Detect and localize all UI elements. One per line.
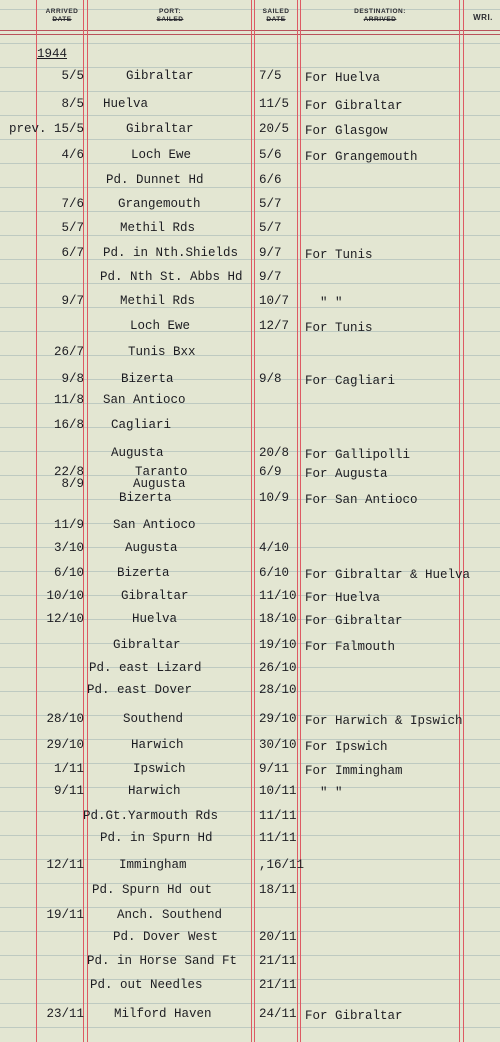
destination: For Harwich & Ipswich	[305, 714, 463, 728]
arrived-date: 22/8	[53, 465, 84, 479]
sailed-date: 18/11	[259, 883, 297, 897]
header-destination	[330, 8, 430, 24]
sailed-date: 28/10	[259, 683, 297, 697]
port-name: Pd. Nth St. Abbs Hd	[100, 270, 243, 284]
port-name: Ipswich	[133, 762, 186, 776]
arrived-date: 9/7	[61, 294, 84, 308]
column-rule	[459, 0, 460, 1042]
destination: For San Antioco	[305, 493, 418, 507]
sailed-date: 5/6	[259, 148, 282, 162]
column-rule	[87, 0, 88, 1042]
header-port-sub: SAILED	[156, 16, 184, 23]
destination: For Gibraltar	[305, 614, 403, 628]
arrived-date: 4/6	[61, 148, 84, 162]
port-name: Gibraltar	[126, 69, 194, 83]
sailed-date: 9/7	[259, 246, 282, 260]
port-name: Gibraltar	[126, 122, 194, 136]
arrived-date: 6/10	[53, 566, 84, 580]
port-name: Pd. in Spurn Hd	[100, 831, 213, 845]
port-name: Pd. Dunnet Hd	[106, 173, 204, 187]
arrived-date: 11/8	[53, 393, 84, 407]
arrived-date: 11/9	[53, 518, 84, 532]
port-name: Milford Haven	[114, 1007, 212, 1021]
port-name: Harwich	[128, 784, 181, 798]
year-label: 1944	[37, 47, 68, 61]
sailed-date: 21/11	[259, 978, 297, 992]
port-name: Anch. Southend	[117, 908, 223, 922]
port-name: Loch Ewe	[131, 148, 192, 162]
header-arrived	[40, 8, 84, 24]
port-name: Cagliari	[111, 418, 172, 432]
sailed-date: 19/10	[259, 638, 297, 652]
sailed-date: 10/9	[259, 491, 290, 505]
port-name: Grangemouth	[118, 197, 201, 211]
sailed-date: 7/5	[259, 69, 282, 83]
sailed-date: 5/7	[259, 197, 282, 211]
destination: " "	[320, 296, 343, 310]
sailed-date: 21/11	[259, 954, 297, 968]
sailed-date: 6/10	[259, 566, 290, 580]
sailed-date: 6/6	[259, 173, 282, 187]
header-port	[120, 8, 220, 24]
port-name: Loch Ewe	[130, 319, 191, 333]
arrived-date: 29/10	[46, 738, 84, 752]
port-name: Pd. out Needles	[90, 978, 203, 992]
sailed-date: 20/11	[259, 930, 297, 944]
port-name: Huelva	[103, 97, 149, 111]
sailed-date: 9/11	[259, 762, 290, 776]
column-rule	[463, 0, 464, 1042]
port-name: Pd.Gt.Yarmouth Rds	[83, 809, 219, 823]
port-name: Pd. in Nth.Shields	[103, 246, 239, 260]
destination: For Gibraltar	[305, 99, 403, 113]
port-name: Southend	[123, 712, 184, 726]
destination: For Gibraltar & Huelva	[305, 568, 471, 582]
port-name: Taranto	[135, 465, 188, 479]
sailed-date: 11/5	[259, 97, 290, 111]
header-arrived-sub: DATE	[52, 16, 72, 23]
arrived-date: 26/7	[53, 345, 84, 359]
destination: For Glasgow	[305, 124, 388, 138]
destination: For Tunis	[305, 321, 373, 335]
sailed-date: 11/10	[259, 589, 297, 603]
header-destination-sub: ARRIVED	[363, 16, 397, 23]
arrived-date: 3/10	[53, 541, 84, 555]
port-name: Pd. in Horse Sand Ft	[87, 954, 238, 968]
column-rule	[251, 0, 252, 1042]
arrived-date: 5/5	[61, 69, 84, 83]
arrived-date: 16/8	[53, 418, 84, 432]
sailed-date: 29/10	[259, 712, 297, 726]
column-rule	[36, 0, 37, 1042]
header-sailed-sub: DATE	[266, 16, 286, 23]
sailed-date: 30/10	[259, 738, 297, 752]
port-name: Augusta	[125, 541, 178, 555]
arrived-date: 10/10	[46, 589, 84, 603]
port-name: Methil Rds	[120, 294, 196, 308]
column-rule	[300, 0, 301, 1042]
destination: For Huelva	[305, 591, 381, 605]
port-name: Gibraltar	[121, 589, 189, 603]
destination: For Immingham	[305, 764, 403, 778]
arrived-date: 9/11	[53, 784, 84, 798]
port-name: Methil Rds	[120, 221, 196, 235]
sailed-date: ,16/11	[259, 858, 305, 872]
sailed-date: 18/10	[259, 612, 297, 626]
port-name: San Antioco	[113, 518, 196, 532]
arrived-date: 19/11	[46, 908, 84, 922]
sailed-date: 10/11	[259, 784, 297, 798]
header-rule	[0, 30, 500, 31]
column-rule	[297, 0, 298, 1042]
destination: For Gallipolli	[305, 448, 411, 462]
port-name: Immingham	[119, 858, 187, 872]
arrived-date: 7/6	[61, 197, 84, 211]
sailed-date: 24/11	[259, 1007, 297, 1021]
arrived-date: 6/7	[61, 246, 84, 260]
header-sailed-label: SAILED	[262, 8, 290, 15]
arrived-date: 12/10	[46, 612, 84, 626]
arrived-date: 28/10	[46, 712, 84, 726]
port-name: Bizerta	[121, 372, 174, 386]
port-name: Harwich	[131, 738, 184, 752]
sailed-date: 5/7	[259, 221, 282, 235]
sailed-date: 20/5	[259, 122, 290, 136]
arrived-date: 9/8	[61, 372, 84, 386]
destination: For Ipswich	[305, 740, 388, 754]
column-rule	[254, 0, 255, 1042]
header-destination-label: DESTINATION:	[354, 8, 406, 15]
port-name: Augusta	[133, 477, 186, 491]
arrived-date: 1/11	[53, 762, 84, 776]
destination: For Grangemouth	[305, 150, 418, 164]
header-wri: WRI.	[473, 13, 493, 22]
destination: For Falmouth	[305, 640, 396, 654]
header-port-label: PORT:	[159, 8, 181, 15]
port-name: Pd. Spurn Hd out	[92, 883, 213, 897]
destination: For Cagliari	[305, 374, 396, 388]
port-name: San Antioco	[103, 393, 186, 407]
arrived-date: 23/11	[46, 1007, 84, 1021]
destination: For Augusta	[305, 467, 388, 481]
arrived-date: 8/5	[61, 97, 84, 111]
sailed-date: 26/10	[259, 661, 297, 675]
arrived-date: prev. 15/5	[8, 122, 84, 136]
arrived-date: 5/7	[61, 221, 84, 235]
destination: " "	[320, 786, 343, 800]
sailed-date: 11/11	[259, 809, 297, 823]
port-name: Tunis Bxx	[128, 345, 196, 359]
port-name: Augusta	[111, 446, 164, 460]
sailed-date: 20/8	[259, 446, 290, 460]
header-arrived-label: ARRIVED	[45, 8, 79, 15]
sailed-date: 10/7	[259, 294, 290, 308]
destination: For Gibraltar	[305, 1009, 403, 1023]
destination: For Huelva	[305, 71, 381, 85]
port-name: Pd. Dover West	[113, 930, 219, 944]
sailed-date: 4/10	[259, 541, 290, 555]
arrived-date: 12/11	[46, 858, 84, 872]
arrived-date: 8/9	[61, 477, 84, 491]
port-name: Pd. east Lizard	[89, 661, 202, 675]
port-name: Huelva	[132, 612, 178, 626]
header-rule-lower	[0, 34, 500, 35]
port-name: Pd. east Dover	[87, 683, 193, 697]
header-sailed	[256, 8, 296, 24]
sailed-date: 12/7	[259, 319, 290, 333]
sailed-date: 6/9	[259, 465, 282, 479]
sailed-date: 9/7	[259, 270, 282, 284]
sailed-date: 9/8	[259, 372, 282, 386]
sailed-date: 11/11	[259, 831, 297, 845]
destination: For Tunis	[305, 248, 373, 262]
port-name: Bizerta	[117, 566, 170, 580]
port-name: Gibraltar	[113, 638, 181, 652]
port-name: Bizerta	[119, 491, 172, 505]
